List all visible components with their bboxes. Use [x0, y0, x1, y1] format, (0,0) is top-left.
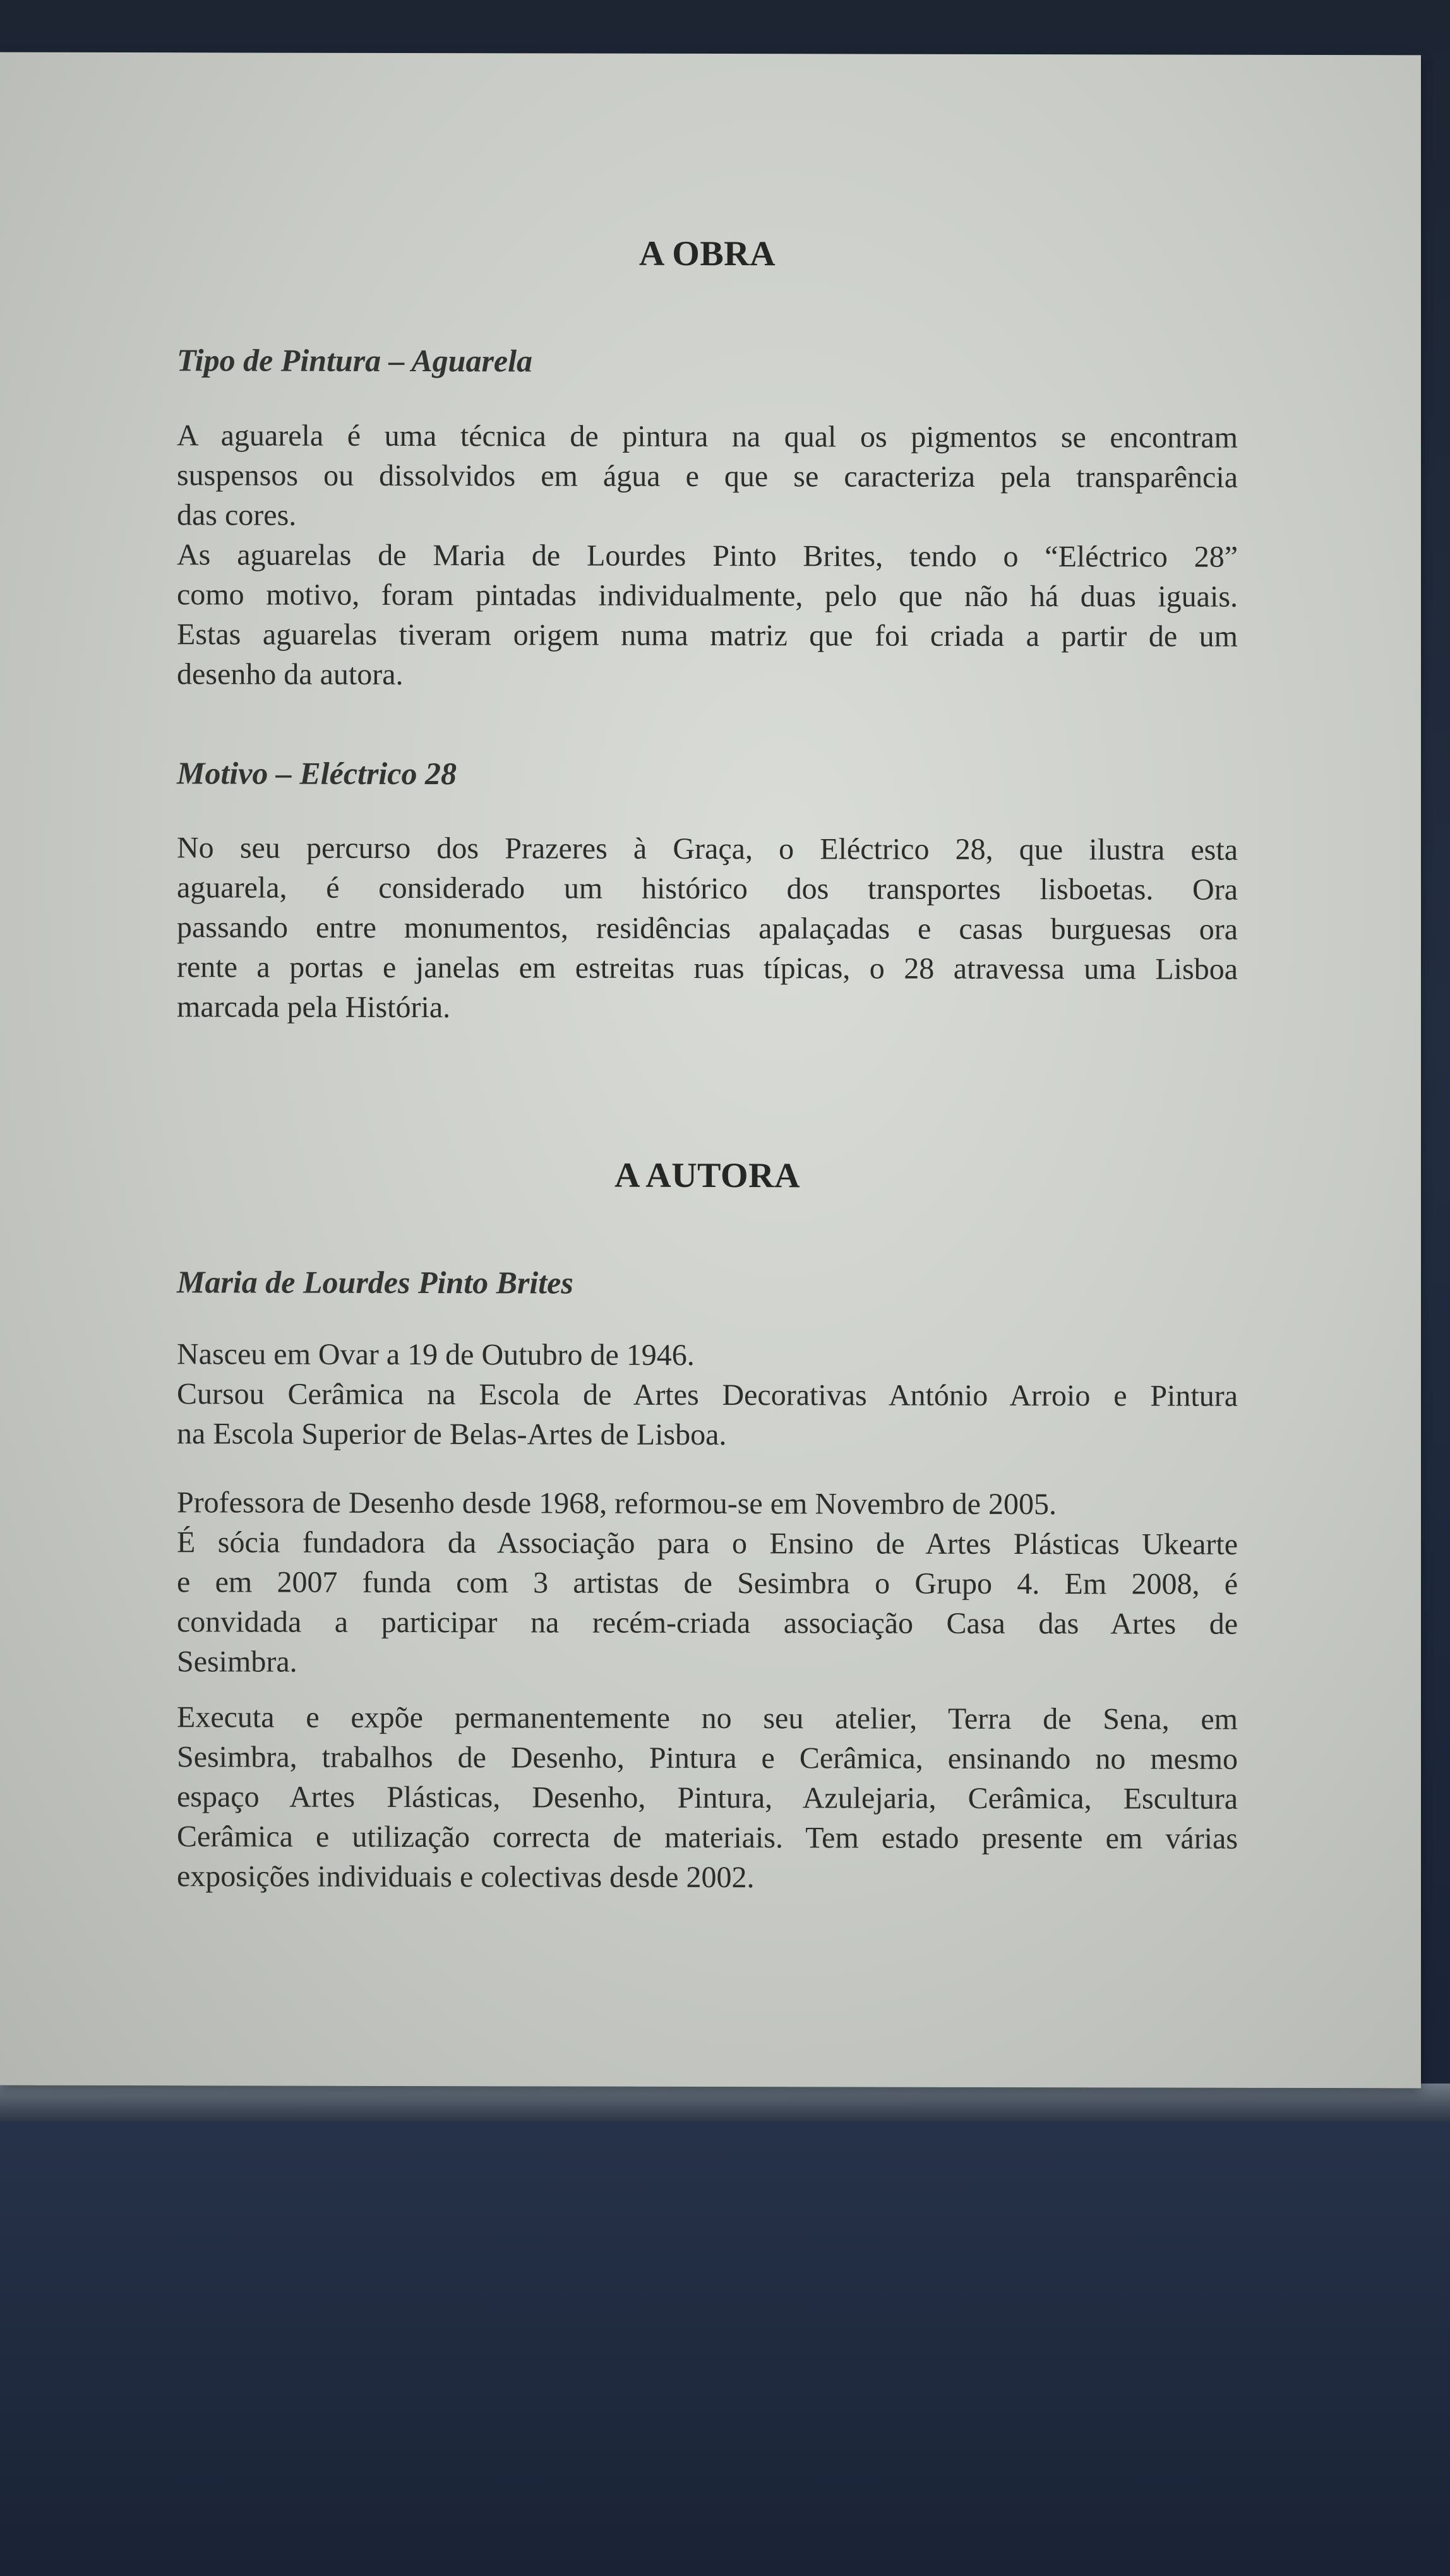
text-line: espaço Artes Plásticas, Desenho, Pintura, Azulejaria, Cerâmica, Escultura [177, 1780, 1238, 1816]
text-line: Cerâmica e utilização correcta de materiais. Tem estado presente em várias [177, 1820, 1238, 1856]
text-line: marcada pela História. [177, 990, 451, 1025]
text-line: aguarela, é considerado um histórico dos transportes lisboetas. Ora [177, 871, 1238, 907]
text-line: das cores. [177, 498, 297, 532]
paragraph-author-career [177, 1482, 1238, 1684]
text-line: rente a portas e janelas em estreitas ruas típicas, o 28 atravessa uma Lisboa [177, 950, 1238, 986]
text-line: Sesimbra. [177, 1645, 297, 1679]
text-line: suspensos ou dissolvidos em água e que se caracteriza pela transparência [177, 458, 1238, 494]
text-line: No seu percurso dos Prazeres à Graça, o Eléctrico 28, que ilustra esta [177, 831, 1238, 867]
underlying-sheet-edge [0, 2084, 1450, 2121]
paragraph-aguarela-definition [177, 415, 1238, 696]
section-title-autora: A AUTORA [614, 1155, 800, 1196]
text-line: Executa e expõe permanentemente no seu atelier, Terra de Sena, em [177, 1700, 1238, 1736]
text-line: Sesimbra, trabalhos de Desenho, Pintura e Cerâmica, ensinando no mesmo [177, 1740, 1238, 1776]
text-line: Cursou Cerâmica na Escola de Artes Decorativas António Arroio e Pintura [177, 1377, 1238, 1413]
text-line: As aguarelas de Maria de Lourdes Pinto Brites, tendo o “Eléctrico 28” [177, 538, 1238, 574]
document-page [0, 52, 1421, 2089]
subheading-tipo-pintura: Tipo de Pintura – Aguarela [177, 342, 533, 379]
text-line: passando entre monumentos, residências apalaçadas e casas burguesas ora [177, 910, 1238, 946]
paragraph-author-birth [177, 1334, 1238, 1456]
subheading-motivo: Motivo – Eléctrico 28 [177, 755, 457, 792]
text-line: É sócia fundadora da Associação para o Ensino de Artes Plásticas Ukearte [177, 1525, 1238, 1561]
section-title-obra: A OBRA [638, 234, 776, 274]
text-line: na Escola Superior de Belas-Artes de Lisboa. [177, 1417, 727, 1452]
text-line: A aguarela é uma técnica de pintura na qual os pigmentos se encontram [177, 419, 1238, 455]
text-line: Estas aguarelas tiveram origem numa matriz que foi criada a partir de um [177, 617, 1238, 653]
paragraph-electrico-28 [177, 828, 1238, 1029]
dark-background [0, 2109, 1450, 2576]
text-line: exposições individuais e colectivas desde 2002. [177, 1859, 755, 1895]
text-line: como motivo, foram pintadas individualmente, pelo que não há duas iguais. [177, 578, 1238, 614]
text-line: convidada a participar na recém-criada associação Casa das Artes de [177, 1605, 1238, 1641]
document-content [177, 52, 1238, 1895]
paragraph-author-atelier [177, 1697, 1238, 1899]
text-line: desenho da autora. [177, 657, 404, 691]
text-line: e em 2007 funda com 3 artistas de Sesimbra o Grupo 4. Em 2008, é [177, 1565, 1238, 1601]
text-line: Professora de Desenho desde 1968, reformou-se em Novembro de 2005. [177, 1486, 1057, 1522]
text-line: Nasceu em Ovar a 19 de Outubro de 1946. [177, 1337, 695, 1372]
author-name: Maria de Lourdes Pinto Brites [177, 1264, 573, 1301]
